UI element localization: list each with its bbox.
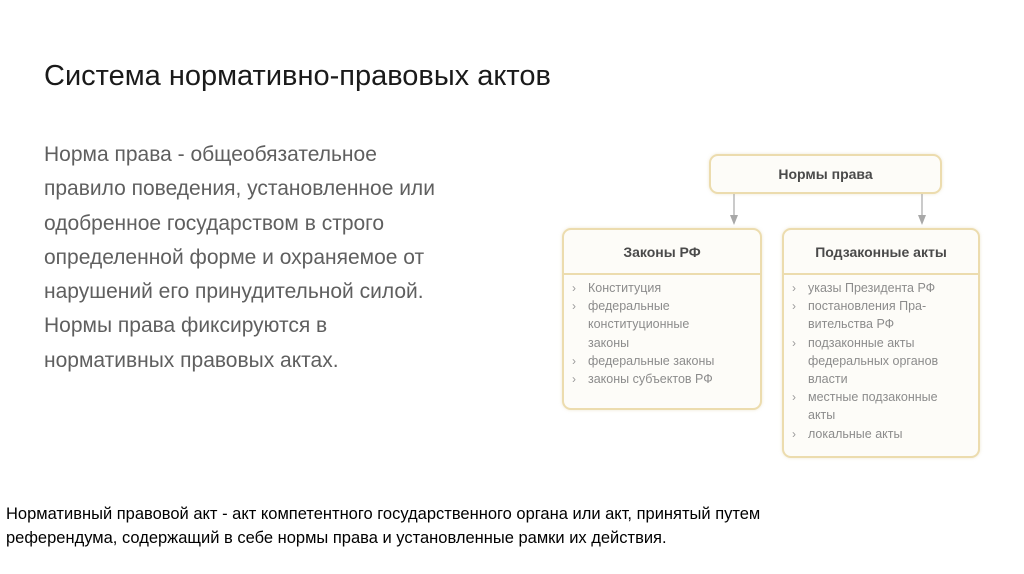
list-item <box>572 352 756 370</box>
definition-line: нормативных правовых актах. <box>44 348 339 372</box>
chevron-right-icon: › <box>572 353 576 368</box>
laws-box-title: Законы РФ <box>623 244 701 260</box>
bylaws-list <box>792 279 974 443</box>
list-item <box>792 388 974 424</box>
slide-title: Система нормативно-правовых актов <box>44 60 551 92</box>
list-item <box>572 297 756 352</box>
chevron-right-icon: › <box>792 335 796 350</box>
arrowhead-laws <box>730 215 738 225</box>
chevron-right-icon: › <box>792 281 796 295</box>
chevron-right-icon: › <box>792 426 796 441</box>
list-item-text: конституционные <box>588 317 690 332</box>
laws-list <box>572 279 756 388</box>
list-item-text: акты <box>808 408 836 423</box>
list-item <box>792 334 974 389</box>
list-item-text: Конституция <box>588 281 662 295</box>
laws-box-divider <box>564 273 760 275</box>
list-item-text: федеральные законы <box>588 353 715 368</box>
definition-line: Нормы права фиксируются в <box>44 314 328 338</box>
list-item-text: постановления Пра- <box>808 299 927 314</box>
bylaws-box <box>782 228 980 458</box>
footer-line: референдума, содержащий в себе нормы права и установленные рамки их действия. <box>6 529 667 547</box>
list-item-text: вительства РФ <box>808 317 895 332</box>
laws-box <box>562 228 762 410</box>
list-item-text: местные подзаконные <box>808 390 938 405</box>
list-item-text: локальные акты <box>808 426 903 441</box>
list-item-text: федеральные <box>588 299 670 314</box>
footer-line: Нормативный правовой акт - акт компетентного государственного органа или акт, принятый путем <box>6 505 761 523</box>
root-node-title: Нормы права <box>778 166 873 182</box>
list-item-text: указы Президента РФ <box>808 281 936 295</box>
definition-line: правило поведения, установленное или <box>44 177 435 201</box>
list-item <box>792 279 974 297</box>
definition-line: нарушений его принудительной силой. <box>44 280 424 304</box>
bylaws-box-title: Подзаконные акты <box>815 244 947 260</box>
chevron-right-icon: › <box>572 281 576 295</box>
list-item-text: подзаконные акты <box>808 335 915 350</box>
list-item-text: законы субъектов РФ <box>588 372 713 387</box>
definition-line: определенной форме и охраняемое от <box>44 245 425 269</box>
arrowhead-bylaws <box>918 215 926 225</box>
list-item-text: федеральных органов <box>808 353 939 368</box>
list-item-text: власти <box>808 372 848 387</box>
list-item <box>792 297 974 333</box>
definition-line: Норма права - общеобязательное <box>44 143 377 166</box>
chevron-right-icon: › <box>572 299 576 314</box>
definition-line: одобренное государством в строго <box>44 211 385 235</box>
bylaws-box-divider <box>784 273 978 275</box>
normative-act-definition <box>6 502 1016 550</box>
list-item <box>792 425 974 443</box>
chevron-right-icon: › <box>792 390 796 405</box>
list-item-text: законы <box>588 335 630 350</box>
root-node-box <box>709 154 942 194</box>
list-item <box>572 279 756 297</box>
chevron-right-icon: › <box>572 372 576 387</box>
chevron-right-icon: › <box>792 299 796 314</box>
list-item <box>572 370 756 388</box>
